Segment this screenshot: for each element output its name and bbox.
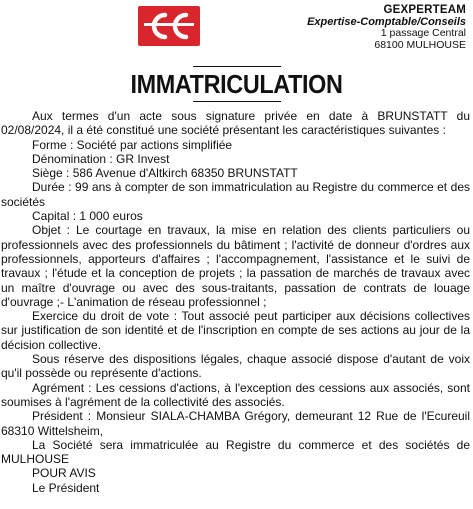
paragraph-signature: Le Président: [32, 480, 100, 495]
paragraph-objet: Objet : Le courtage en travaux, la mise en relation des clients particuliers ou professionnels avec des professionnels du bâtiment ; l'activité de donneur d'ordres aux professionnels, apporteurs d'affaires ; l'accompagnement, l'assistance et le suivi de travaux ; l'étude et la conception de projets ; la passation de marchés de travaux avec un maître d'ouvrage ou avec des sous-traitants, passation de contrats de louage d'ouvrage ;- L'animation de réseau professionnel ;: [1, 223, 470, 309]
title-rule-bottom: [193, 101, 281, 102]
notice-title: IMMATRICULATION: [130, 69, 343, 99]
paragraph-denomination: Dénomination : GR Invest: [32, 151, 170, 166]
company-address-city: 68100 MULHOUSE: [374, 38, 466, 51]
paragraph-president: Président : Monsieur SIALA-CHAMBA Grégory, demeurant 12 Rue de l'Ecureuil 68310 Wittelsheim,: [1, 409, 470, 438]
paragraph-agrement: Agrément : Les cessions d'actions, à l'exception des cessions aux associés, sont soumises à l'agrément de la collectivité des associés.: [1, 380, 470, 409]
company-block: [307, 4, 466, 51]
paragraph-siege: Siège : 586 Avenue d'Altkirch 68350 BRUNSTATT: [32, 166, 298, 181]
company-address-street: 1 passage Central: [380, 27, 466, 39]
paragraph-pour-avis: POUR AVIS: [32, 466, 96, 481]
paragraph-voix: Sous réserve des dispositions légales, chaque associé dispose d'autant de voix qu'il possède ou représente d'actions.: [1, 352, 470, 381]
cc-logo-icon: [138, 6, 200, 46]
company-name: GEXPERTEAM: [383, 4, 466, 16]
company-header: [138, 4, 468, 76]
notice-body: [1, 109, 470, 495]
paragraph-intro: Aux termes d'un acte sous signature privée en date à BRUNSTATT du 02/08/2024, il a été constitué une société présentant les caractéristiques suivantes :: [1, 109, 470, 138]
title-rule-top: [193, 66, 281, 67]
paragraph-vote: Exercice du droit de vote : Tout associé peut participer aux décisions collectives sur justification de son identité et de l'inscription en compte de ses actions au jour de la décision collective.: [1, 309, 470, 352]
paragraph-registre: La Société sera immatriculée au Registre du commerce et des sociétés de MULHOUSE: [1, 437, 470, 467]
paragraph-forme: Forme : Société par actions simplifiée: [32, 137, 233, 152]
paragraph-capital: Capital : 1 000 euros: [32, 209, 143, 224]
company-subtitle: Expertise-Comptable/Conseils: [307, 16, 466, 28]
paragraph-duree: Durée : 99 ans à compter de son immatriculation au Registre du commerce et des sociétés: [1, 180, 470, 209]
